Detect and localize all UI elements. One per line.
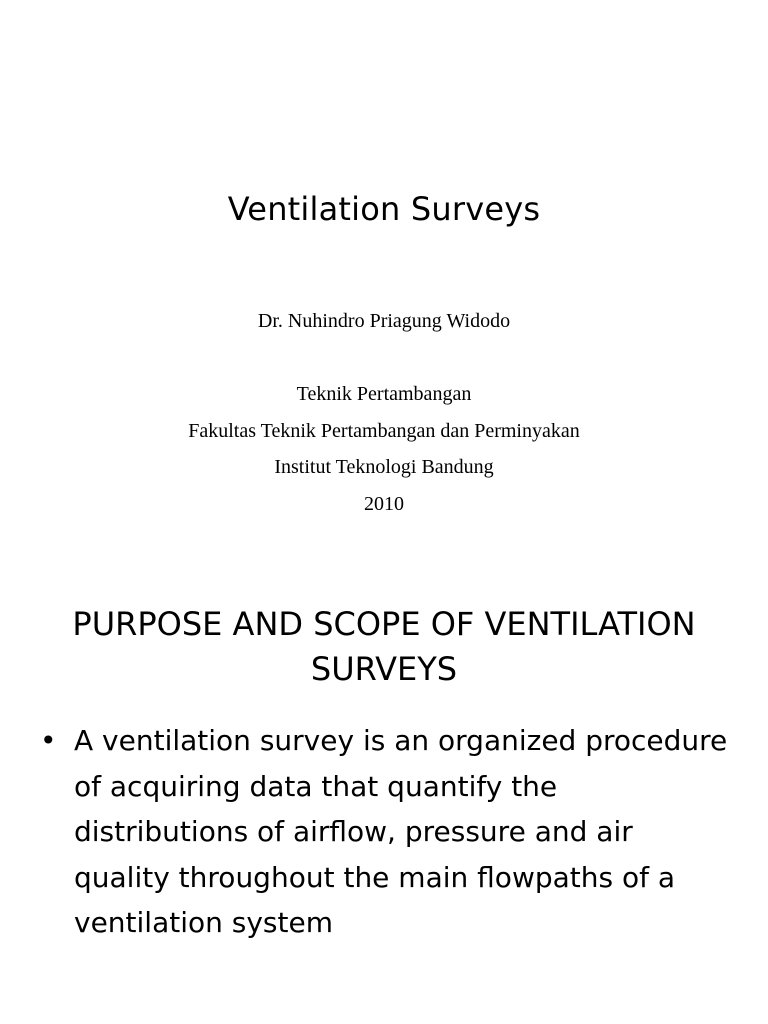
- bullet-item: [40, 718, 730, 946]
- bullet-text: A ventilation survey is an organized procedure of acquiring data that quantify the distributions of airflow, pressure and air quality throughout the main flowpaths of a ventilation system: [74, 724, 728, 939]
- bullet-list: [40, 718, 730, 946]
- bullet-dot-icon: •: [40, 724, 57, 757]
- year-line: 2010: [364, 492, 404, 515]
- faculty-line: Fakultas Teknik Pertambangan dan Perminyakan: [188, 419, 580, 442]
- slide-title: Ventilation Surveys: [227, 190, 541, 228]
- affiliation-block: [0, 376, 768, 522]
- section-title: PURPOSE AND SCOPE OF VENTILATION SURVEYS: [72, 605, 696, 688]
- institute-line: Institut Teknologi Bandung: [274, 456, 494, 478]
- content-slide: [0, 560, 768, 1024]
- author-name: Dr. Nuhindro Priagung Widodo: [257, 310, 511, 332]
- department-line: Teknik Pertambangan: [296, 383, 472, 405]
